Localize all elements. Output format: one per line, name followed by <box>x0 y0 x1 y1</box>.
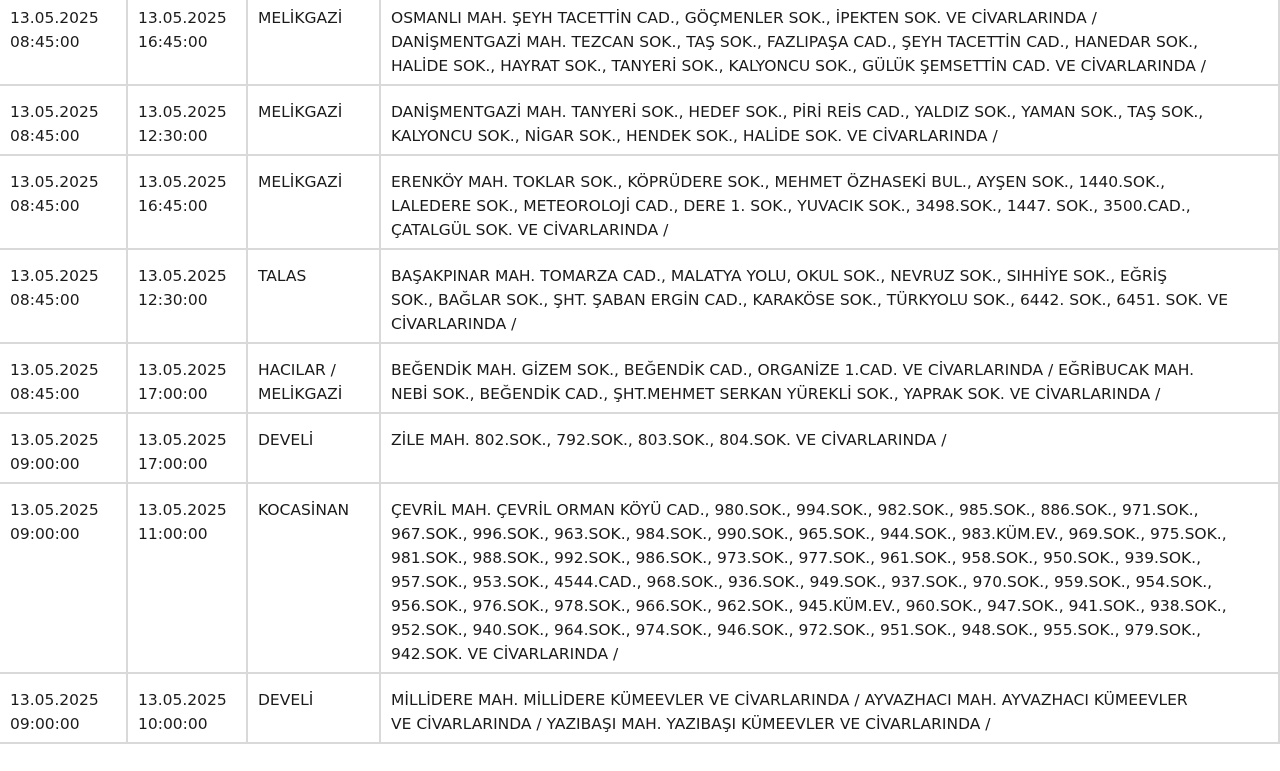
district-cell-line: DEVELİ <box>258 431 314 449</box>
end-datetime-cell <box>128 344 248 414</box>
end-datetime-cell-line: 13.05.2025 <box>138 103 227 121</box>
affected-area-cell-line: ZİLE MAH. 802.SOK., 792.SOK., 803.SOK., 804.SOK. VE CİVARLARINDA / <box>391 431 947 449</box>
end-datetime-cell-line: 12:30:00 <box>138 291 208 309</box>
end-datetime-cell-line: 13.05.2025 <box>138 361 227 379</box>
end-datetime-cell-line: 13.05.2025 <box>138 501 227 519</box>
start-datetime-cell-line: 08:45:00 <box>10 33 80 51</box>
start-datetime-cell-line: 13.05.2025 <box>10 267 99 285</box>
affected-area-cell <box>381 86 1280 156</box>
end-datetime-cell-line: 12:30:00 <box>138 127 208 145</box>
table-row <box>0 344 1280 414</box>
table-row <box>0 414 1280 484</box>
start-datetime-cell <box>0 674 128 744</box>
start-datetime-cell-line: 09:00:00 <box>10 715 80 733</box>
district-cell <box>248 484 381 674</box>
start-datetime-cell-line: 13.05.2025 <box>10 173 99 191</box>
affected-area-cell-line: 967.SOK., 996.SOK., 963.SOK., 984.SOK., 990.SOK., 965.SOK., 944.SOK., 983.KÜM.EV., 969.SOK., 975.SOK., <box>391 525 1227 543</box>
start-datetime-cell-line: 08:45:00 <box>10 127 80 145</box>
district-cell-line: DEVELİ <box>258 691 314 709</box>
affected-area-cell-line: VE CİVARLARINDA / YAZIBAŞI MAH. YAZIBAŞI KÜMEEVLER VE CİVARLARINDA / <box>391 715 991 733</box>
table-row <box>0 0 1280 86</box>
end-datetime-cell-line: 13.05.2025 <box>138 173 227 191</box>
district-cell-line: MELİKGAZİ <box>258 9 343 27</box>
affected-area-cell-line: MİLLİDERE MAH. MİLLİDERE KÜMEEVLER VE CİVARLARINDA / AYVAZHACI MAH. AYVAZHACI KÜMEEVLER <box>391 691 1188 709</box>
affected-area-cell <box>381 0 1280 86</box>
district-cell <box>248 250 381 344</box>
end-datetime-cell-line: 16:45:00 <box>138 33 208 51</box>
start-datetime-cell <box>0 250 128 344</box>
start-datetime-cell <box>0 414 128 484</box>
district-cell-line: HACILAR / <box>258 361 336 379</box>
start-datetime-cell-line: 13.05.2025 <box>10 9 99 27</box>
table-row <box>0 156 1280 250</box>
end-datetime-cell-line: 16:45:00 <box>138 197 208 215</box>
district-cell <box>248 414 381 484</box>
end-datetime-cell <box>128 0 248 86</box>
affected-area-cell <box>381 344 1280 414</box>
start-datetime-cell-line: 13.05.2025 <box>10 103 99 121</box>
end-datetime-cell <box>128 86 248 156</box>
affected-area-cell <box>381 250 1280 344</box>
affected-area-cell-line: ÇATALGÜL SOK. VE CİVARLARINDA / <box>391 221 669 239</box>
affected-area-cell-line: KALYONCU SOK., NİGAR SOK., HENDEK SOK., HALİDE SOK. VE CİVARLARINDA / <box>391 127 998 145</box>
affected-area-cell <box>381 414 1280 484</box>
affected-area-cell-line: ERENKÖY MAH. TOKLAR SOK., KÖPRÜDERE SOK., MEHMET ÖZHASEKİ BUL., AYŞEN SOK., 1440.SOK., <box>391 173 1166 191</box>
start-datetime-cell <box>0 156 128 250</box>
affected-area-cell <box>381 156 1280 250</box>
district-cell-line: TALAS <box>258 267 307 285</box>
district-cell <box>248 0 381 86</box>
district-cell <box>248 344 381 414</box>
table-row <box>0 86 1280 156</box>
start-datetime-cell <box>0 0 128 86</box>
end-datetime-cell <box>128 250 248 344</box>
district-cell <box>248 86 381 156</box>
affected-area-cell-line: DANİŞMENTGAZİ MAH. TANYERİ SOK., HEDEF SOK., PİRİ REİS CAD., YALDIZ SOK., YAMAN SOK., TAŞ SOK., <box>391 103 1204 121</box>
affected-area-cell-line: 952.SOK., 940.SOK., 964.SOK., 974.SOK., 946.SOK., 972.SOK., 951.SOK., 948.SOK., 955.SOK., 979.SOK., <box>391 621 1202 639</box>
end-datetime-cell <box>128 484 248 674</box>
district-cell <box>248 674 381 744</box>
affected-area-cell-line: NEBİ SOK., BEĞENDİK CAD., ŞHT.MEHMET SERKAN YÜREKLİ SOK., YAPRAK SOK. VE CİVARLARINDA / <box>391 385 1161 403</box>
end-datetime-cell-line: 17:00:00 <box>138 455 208 473</box>
affected-area-cell-line: DANİŞMENTGAZİ MAH. TEZCAN SOK., TAŞ SOK., FAZLIPAŞA CAD., ŞEYH TACETTİN CAD., HANEDAR SOK., <box>391 33 1199 51</box>
end-datetime-cell-line: 13.05.2025 <box>138 267 227 285</box>
end-datetime-cell-line: 13.05.2025 <box>138 691 227 709</box>
district-cell-line: MELİKGAZİ <box>258 385 343 403</box>
start-datetime-cell-line: 09:00:00 <box>10 525 80 543</box>
affected-area-cell-line: SOK., BAĞLAR SOK., ŞHT. ŞABAN ERGİN CAD., KARAKÖSE SOK., TÜRKYOLU SOK., 6442. SOK., 6451. SOK. VE <box>391 291 1228 309</box>
affected-area-cell-line: 981.SOK., 988.SOK., 992.SOK., 986.SOK., 973.SOK., 977.SOK., 961.SOK., 958.SOK., 950.SOK., 939.SOK., <box>391 549 1202 567</box>
end-datetime-cell-line: 10:00:00 <box>138 715 208 733</box>
affected-area-cell <box>381 674 1280 744</box>
end-datetime-cell-line: 13.05.2025 <box>138 431 227 449</box>
end-datetime-cell-line: 17:00:00 <box>138 385 208 403</box>
start-datetime-cell-line: 13.05.2025 <box>10 361 99 379</box>
affected-area-cell-line: 942.SOK. VE CİVARLARINDA / <box>391 645 619 663</box>
affected-area-cell-line: ÇEVRİL MAH. ÇEVRİL ORMAN KÖYÜ CAD., 980.SOK., 994.SOK., 982.SOK., 985.SOK., 886.SOK., 971.SOK., <box>391 501 1199 519</box>
district-cell-line: MELİKGAZİ <box>258 103 343 121</box>
end-datetime-cell <box>128 156 248 250</box>
start-datetime-cell-line: 09:00:00 <box>10 455 80 473</box>
start-datetime-cell-line: 08:45:00 <box>10 291 80 309</box>
start-datetime-cell-line: 08:45:00 <box>10 385 80 403</box>
start-datetime-cell <box>0 484 128 674</box>
start-datetime-cell-line: 13.05.2025 <box>10 501 99 519</box>
affected-area-cell-line: HALİDE SOK., HAYRAT SOK., TANYERİ SOK., KALYONCU SOK., GÜLÜK ŞEMSETTİN CAD. VE CİVARLARINDA / <box>391 57 1207 75</box>
start-datetime-cell-line: 08:45:00 <box>10 197 80 215</box>
start-datetime-cell <box>0 344 128 414</box>
district-cell <box>248 156 381 250</box>
start-datetime-cell <box>0 86 128 156</box>
table-row <box>0 484 1280 674</box>
affected-area-cell-line: 957.SOK., 953.SOK., 4544.CAD., 968.SOK., 936.SOK., 949.SOK., 937.SOK., 970.SOK., 959.SOK., 954.SOK., <box>391 573 1213 591</box>
end-datetime-cell <box>128 414 248 484</box>
table-row <box>0 250 1280 344</box>
affected-area-cell-line: BEĞENDİK MAH. GİZEM SOK., BEĞENDİK CAD., ORGANİZE 1.CAD. VE CİVARLARINDA / EĞRİBUCAK MAH. <box>391 361 1195 379</box>
affected-area-cell-line: CİVARLARINDA / <box>391 315 517 333</box>
end-datetime-cell <box>128 674 248 744</box>
end-datetime-cell-line: 13.05.2025 <box>138 9 227 27</box>
affected-area-cell-line: LALEDERE SOK., METEOROLOJİ CAD., DERE 1. SOK., YUVACIK SOK., 3498.SOK., 1447. SOK., 3500.CAD., <box>391 197 1191 215</box>
affected-area-cell <box>381 484 1280 674</box>
affected-area-cell-line: 956.SOK., 976.SOK., 978.SOK., 966.SOK., 962.SOK., 945.KÜM.EV., 960.SOK., 947.SOK., 941.SOK., 938.SOK., <box>391 597 1227 615</box>
table-row <box>0 674 1280 744</box>
end-datetime-cell-line: 11:00:00 <box>138 525 208 543</box>
start-datetime-cell-line: 13.05.2025 <box>10 431 99 449</box>
district-cell-line: MELİKGAZİ <box>258 173 343 191</box>
affected-area-cell-line: OSMANLI MAH. ŞEYH TACETTİN CAD., GÖÇMENLER SOK., İPEKTEN SOK. VE CİVARLARINDA / <box>391 9 1097 27</box>
district-cell-line: KOCASİNAN <box>258 501 350 519</box>
start-datetime-cell-line: 13.05.2025 <box>10 691 99 709</box>
affected-area-cell-line: BAŞAKPINAR MAH. TOMARZA CAD., MALATYA YOLU, OKUL SOK., NEVRUZ SOK., SIHHİYE SOK., EĞRİŞ <box>391 267 1168 285</box>
